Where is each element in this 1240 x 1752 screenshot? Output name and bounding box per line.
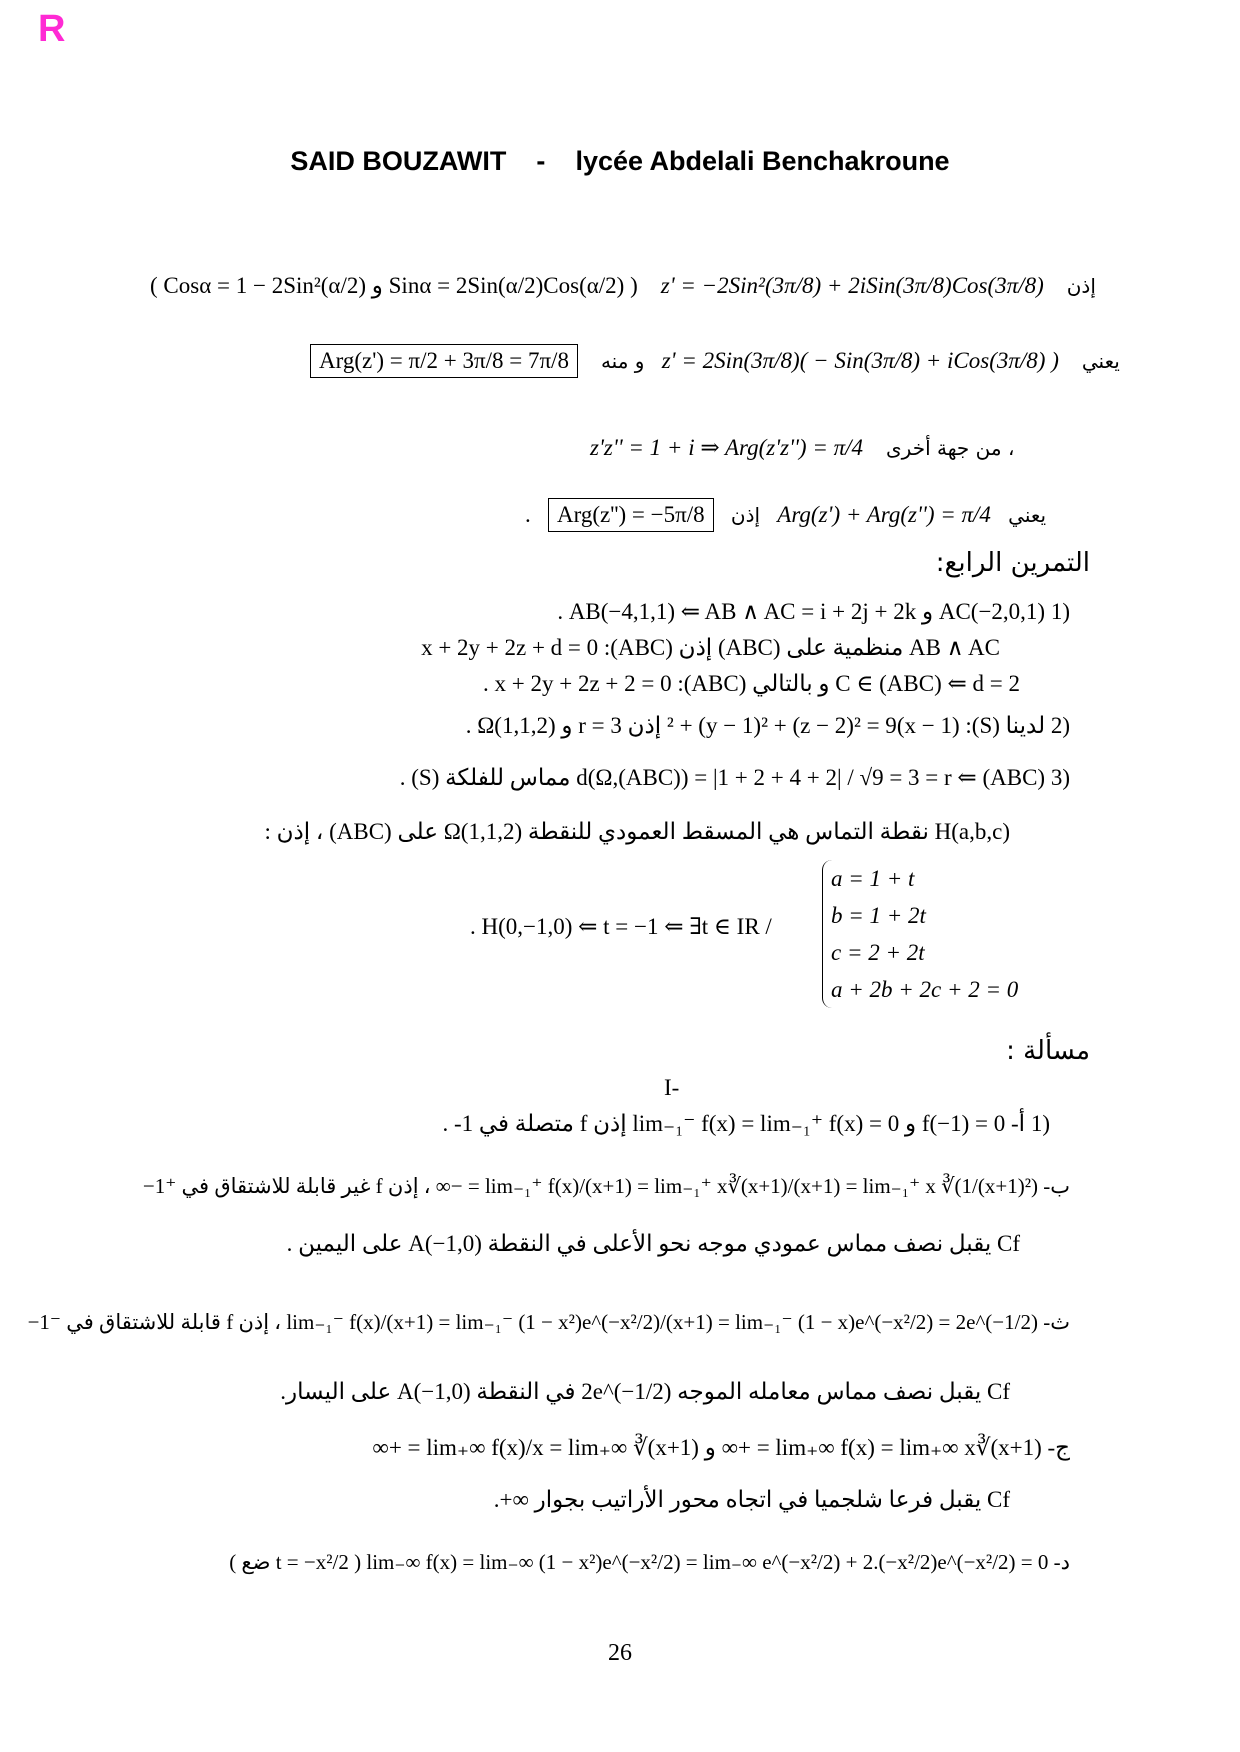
problem-title: مسألة : xyxy=(1006,1036,1090,1066)
product-arg: z'z'' = 1 + i ⇒ Arg(z'z'') = π/4 xyxy=(590,435,864,460)
problem-q1b-tangent: Cf يقبل نصف مماس عمودي موجه نحو الأعلى في النقطة A(−1,0) على اليمين . xyxy=(286,1231,1020,1256)
exercise-4-q1a: (1 AC(−2,0,1) و AB(−4,1,1) ⇐ AB ∧ AC = i + 2j + 2k . xyxy=(557,599,1070,624)
header-separator: - xyxy=(536,146,546,176)
parametric-system xyxy=(822,860,1018,1008)
line-3 xyxy=(590,434,1014,462)
line-2 xyxy=(310,344,1120,378)
line-1 xyxy=(150,272,1096,300)
exercise-4-q3b: H(a,b,c) نقطة التماس هي المسقط العمودي للنقطة Ω(1,1,2) على (ABC) ، إذن : xyxy=(264,819,1010,844)
problem-q1e: د- lim₋∞ f(x) = lim₋∞ (1 − x²)e^(−x²/2) = lim₋∞ e^(−x²/2) + 2.(−x²/2)e^(−x²/2) = 0 ( t = −x²/2 ضع ) xyxy=(229,1550,1070,1574)
means-label-2: يعني xyxy=(1008,503,1047,527)
system-eq-3: c = 2 + 2t xyxy=(831,940,925,965)
hence-label: و منه xyxy=(600,349,645,373)
on-other-hand-label: من جهة أخرى ، xyxy=(886,436,1015,460)
problem-q1a: (1 أ- f(−1) = 0 و lim₋₁⁻ f(x) = lim₋₁⁺ f(x) = 0 إذن f متصلة في 1- . xyxy=(442,1111,1050,1136)
exercise-4-q3: (3 d(Ω,(ABC)) = |1 + 2 + 4 + 2| / √9 = 3 = r ⇐ (ABC) مماس للفلكة (S) . xyxy=(399,765,1070,790)
boxed-arg-z-prime: Arg(z') = π/2 + 3π/8 = 7π/8 xyxy=(310,344,578,378)
boxed-arg-z-second: Arg(z'') = −5π/8 xyxy=(548,498,714,532)
system-eq-1: a = 1 + t xyxy=(831,866,915,891)
therefore-label-2: إذن xyxy=(730,503,761,527)
logo: R xyxy=(38,8,66,50)
means-label: يعني xyxy=(1081,349,1120,373)
system-eq-2: b = 1 + 2t xyxy=(831,903,926,928)
problem-q1c-tangent: Cf يقبل نصف مماس معامله الموجه 2e^(−1/2) في النقطة A(−1,0) على اليسار. xyxy=(280,1379,1010,1404)
part-label: I- xyxy=(664,1075,680,1100)
page-number: 26 xyxy=(608,1640,632,1666)
problem-q1c: ث- lim₋₁⁻ f(x)/(x+1) = lim₋₁⁻ (1 − x²)e^(−x²/2)/(x+1) = lim₋₁⁻ (1 − x)e^(−x²/2) = 2e^(−1/2) ، إذن f قابلة للاشتقاق في ⁻1− xyxy=(27,1310,1070,1334)
z-prime-expression: z' = −2Sin²(3π/8) + 2iSin(3π/8)Cos(3π/8) xyxy=(660,273,1044,298)
line-4-end: . xyxy=(525,502,531,527)
author-name: SAID BOUZAWIT xyxy=(290,146,507,176)
exercise-4-title: التمرين الرابع: xyxy=(935,548,1090,578)
hint-identities: ( Cosα = 1 − 2Sin²(α/2) و Sinα = 2Sin(α/2)Cos(α/2) ) xyxy=(150,273,638,298)
system-eq-4: a + 2b + 2c + 2 = 0 xyxy=(831,977,1019,1002)
system-result: . H(0,−1,0) ⇐ t = −1 ⇐ ∃t ∈ IR / xyxy=(470,914,772,939)
exercise-4-q2: (2 لدينا (S): (x − 1)² + (y − 1)² + (z − 2)² = 9 إذن r = 3 و Ω(1,1,2) . xyxy=(465,713,1070,738)
page-header xyxy=(0,146,1240,177)
exercise-4-q1b: AB ∧ AC منظمية على (ABC) إذن (ABC): x + 2y + 2z + d = 0 xyxy=(421,635,1000,660)
problem-q1d: ج- lim₊∞ f(x) = lim₊∞ x∛(x+1) = +∞ و lim₊∞ f(x)/x = lim₊∞ ∛(x+1) = +∞ xyxy=(372,1435,1070,1460)
school-name: lycée Abdelali Benchakroune xyxy=(575,146,950,176)
problem-q1d-branch: Cf يقبل فرعا شلجميا في اتجاه محور الأراتيب بجوار ∞+. xyxy=(493,1487,1010,1512)
therefore-label: إذن xyxy=(1066,274,1096,298)
problem-q1b: ب- lim₋₁⁺ f(x)/(x+1) = lim₋₁⁺ x∛(x+1)/(x+1) = lim₋₁⁺ x ∛(1/(x+1)²) = −∞ ، إذن f غير قابلة للاشتقاق في ⁺1− xyxy=(142,1174,1070,1198)
exercise-4-q1c: C ∈ (ABC) ⇐ d = 2 و بالتالي (ABC): x + 2y + 2z + 2 = 0 . xyxy=(483,671,1020,696)
line-4 xyxy=(525,498,1046,532)
z-prime-factored: z' = 2Sin(3π/8)( − Sin(3π/8) + iCos(3π/8) ) xyxy=(661,348,1059,373)
sum-of-args: Arg(z') + Arg(z'') = π/4 xyxy=(777,502,991,527)
